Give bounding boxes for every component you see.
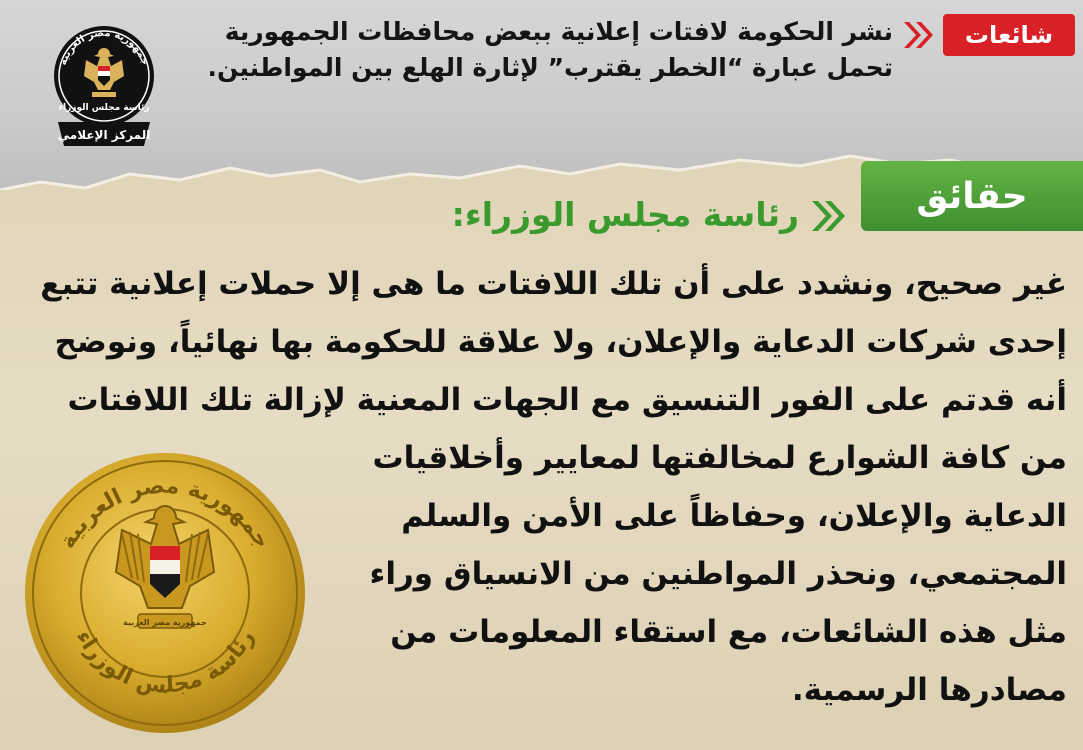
facts-line-4: من كافة الشوارع لمخالفتها لمعايير وأخلاقيات [372, 440, 1067, 476]
double-chevron-green-icon [809, 197, 849, 235]
facts-line-7: مثل هذه الشائعات، مع استقاء المعلومات من [390, 614, 1067, 650]
facts-badge: حقائق [861, 161, 1083, 231]
double-chevron-red-icon [901, 18, 937, 52]
rumor-line-1: نشر الحكومة لافتات إعلانية ببعض محافظات الجمهورية [224, 17, 893, 46]
small-logo-top-text: جمهورية مصر العربية [57, 27, 151, 67]
media-center-logo [50, 20, 158, 148]
facts-line-3: أنه قدتم على الفور التنسيق مع الجهات المعنية لإزالة تلك اللافتات [67, 382, 1067, 418]
facts-line-8: مصادرها الرسمية. [791, 672, 1067, 708]
facts-line-1: غير صحيح، ونشدد على أن تلك اللافتات ما هى إلا حملات إعلانية تتبع [40, 266, 1067, 302]
rumor-headline [173, 14, 893, 86]
facts-line-5: الدعاية والإعلان، وحفاظاً على الأمن والسلم [401, 498, 1067, 534]
rumors-badge: شائعات [943, 14, 1075, 56]
facts-line-6: المجتمعي، ونحذر المواطنين من الانسياق وراء [369, 556, 1067, 592]
small-logo-middle-text: رئاسة مجلس الوزراء [58, 103, 150, 113]
seal-inner-text: جمهورية مصر العربية [123, 618, 207, 627]
seal-bottom-text: رئاسة مجلس الوزراء [70, 626, 260, 700]
small-logo-bottom-text: المركز الإعلامي [57, 128, 151, 142]
source-title: رئاسة مجلس الوزراء: [451, 195, 799, 234]
rumor-line-2: تحمل عبارة “الخطر يقترب” لإثارة الهلع بين المواطنين. [207, 53, 893, 82]
cabinet-seal [20, 448, 310, 738]
facts-line-2: إحدى شركات الدعاية والإعلان، ولا علاقة للحكومة بها نهائياً، ونوضح [54, 324, 1067, 360]
seal-top-text: جمهورية مصر العربية [55, 473, 275, 554]
